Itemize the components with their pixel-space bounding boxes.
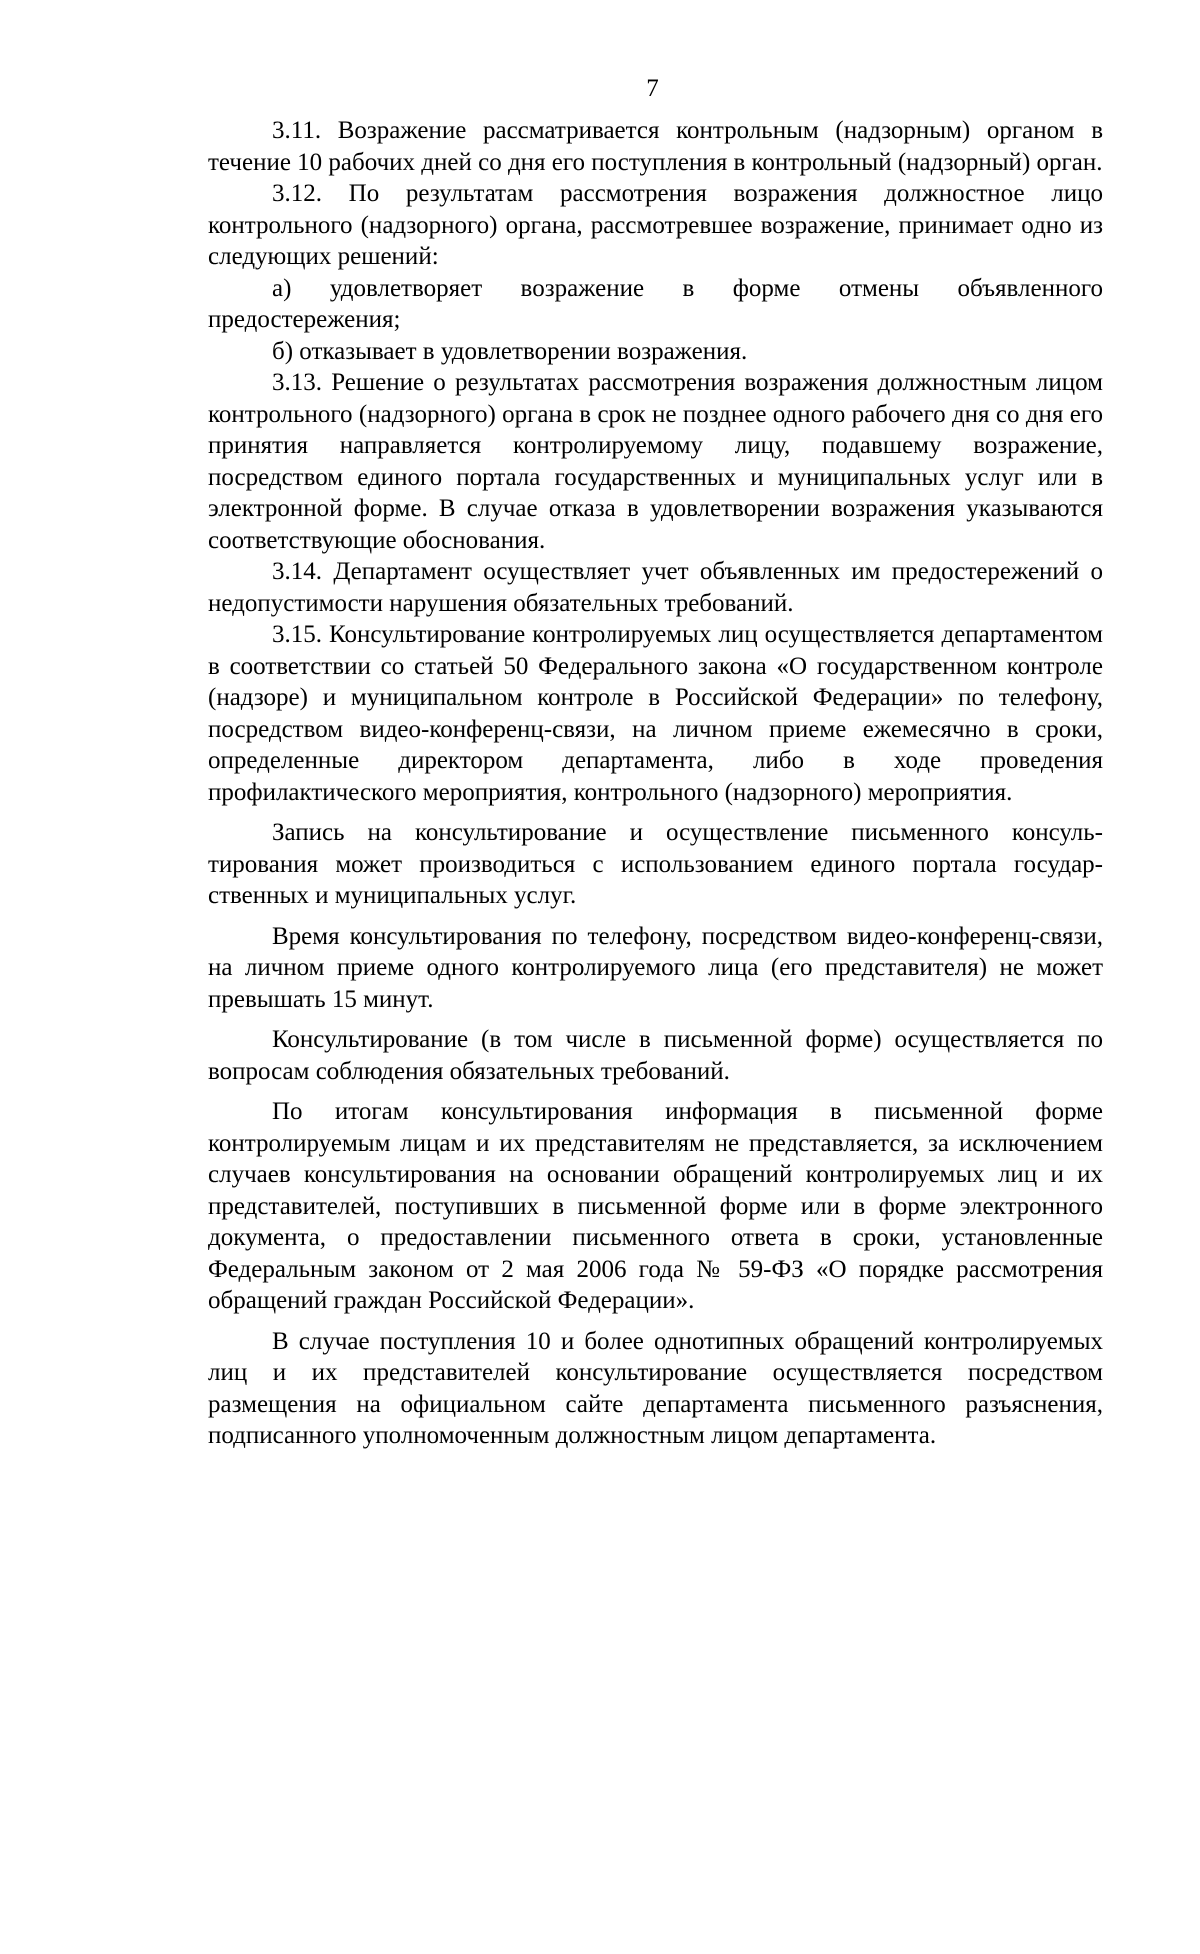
paragraph-option-b: б) отказывает в удовлетворении возражения. (272, 337, 748, 365)
page-number: 7 (646, 75, 659, 102)
paragraph-3-12: 3.12. По результатам рассмотрения возражения должностное лицо контрольного (надзорного) органа, рассмотревшее возражение, принимает одно из следующих решений: (208, 180, 1103, 270)
paragraph-option-a: а) удовлетворяет возражение в форме отмены объявленного предостережения; (208, 274, 1103, 333)
paragraph-written-answers: По итогам консультирования информация в письменной форме контролируемым лицам и их представителям не представляется, за исключением случаев консультирования на основании обращений контролируемых лиц и их представителей, поступивших в письменной форме или в форме электронного документа, о предоставлении письменного ответа в сроки, установленные Федеральным законом от 2 мая 2006 года № 59-ФЗ «О порядке рассмотрения обращений граждан Российской Федерации». (208, 1098, 1103, 1314)
document-body (208, 115, 1103, 1452)
paragraph-consultation-booking: Запись на консультирование и осуществление письменного консультирования может производиться с использованием единого портала государственных и муниципальных услуг. (208, 819, 1103, 909)
paragraph-consultation-topics: Консультирование (в том числе в письменной форме) осуществляется по вопросам соблюдения обязательных требований. (208, 1026, 1103, 1085)
paragraph-similar-requests: В случае поступления 10 и более однотипных обращений контролируемых лиц и их представителей консультирование осуществляется посредством размещения на официальном сайте департамента письменного разъяснения, подписанного уполномоченным должностным лицом департамента. (208, 1327, 1103, 1449)
paragraph-consultation-time: Время консультирования по телефону, посредством видео-конференц-связи, на личном приеме одного контролируемого лица (его представителя) не может превышать 15 минут. (208, 922, 1103, 1013)
paragraph-3-13: 3.13. Решение о результатах рассмотрения возражения должностным лицом контрольного (надзорного) органа в срок не позднее одного рабочего дня со дня его принятия направляется контролируемому лицу, подавшему возражение, посредством единого портала государственных и муниципальных услуг или в электронной форме. В случае отказа в удовлетворении возражения указываются соответствующие обоснования. (208, 369, 1103, 554)
paragraph-3-15: 3.15. Консультирование контролируемых лиц осуществляется департаментом в соответствии со статьей 50 Федерального закона «О государственном контроле (надзоре) и муниципальном контроле в Российской Федерации» по телефону, посредством видео-конференц-связи, на личном приеме ежемесячно в сроки, определенные директором департамента, либо в ходе проведения профилактического мероприятия, контрольного (надзорного) мероприятия. (208, 621, 1103, 806)
paragraph-3-11: 3.11. Возражение рассматривается контрольным (надзорным) органом в течение 10 рабочих дней со дня его поступления в контрольный (надзорный) орган. (208, 117, 1103, 176)
paragraph-3-14: 3.14. Департамент осуществляет учет объявленных им предостережений о недопустимости нарушения обязательных требований. (208, 558, 1103, 617)
